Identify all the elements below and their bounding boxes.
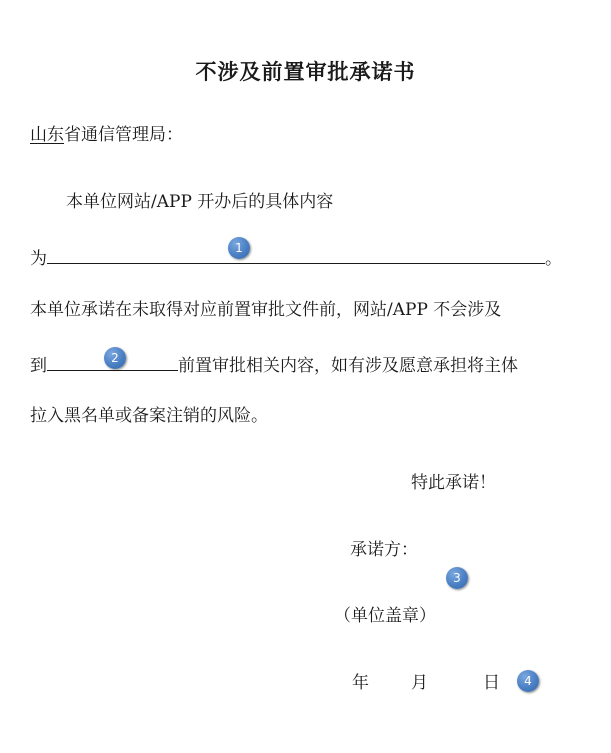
- closing-text: 特此承诺！: [411, 473, 496, 493]
- recipient-name: 山东: [30, 125, 64, 145]
- date-month: 月: [411, 673, 428, 693]
- paragraph-2-line-3: 拉入黑名单或备案注销的风险。: [30, 406, 268, 426]
- paragraph-2-line-2-text: 前置审批相关内容，如有涉及愿意承担将主体: [178, 356, 518, 376]
- annotation-marker-1[interactable]: 1: [228, 237, 250, 259]
- content-blank-field[interactable]: [47, 245, 545, 264]
- date-day: 日: [483, 673, 500, 693]
- signer-label: 承诺方：: [350, 540, 418, 560]
- seal-label: （单位盖章）: [334, 606, 436, 626]
- recipient-rest: 省通信管理局：: [64, 125, 183, 145]
- prefix-wei: 为: [30, 249, 47, 269]
- paragraph-1-line-1: 本单位网站/APP 开办后的具体内容: [66, 192, 334, 212]
- annotation-marker-2[interactable]: 2: [104, 347, 126, 369]
- prefix-dao: 到: [30, 356, 47, 376]
- document-title: 不涉及前置审批承诺书: [195, 60, 416, 84]
- paragraph-1-line-2: [30, 245, 562, 270]
- period: 。: [545, 249, 562, 269]
- annotation-marker-3[interactable]: 3: [446, 567, 468, 589]
- annotation-marker-4[interactable]: 4: [517, 670, 539, 692]
- paragraph-2-line-1: 本单位承诺在未取得对应前置审批文件前，网站/APP 不会涉及: [30, 300, 502, 320]
- date-year: 年: [352, 673, 369, 693]
- recipient-line: [30, 124, 183, 146]
